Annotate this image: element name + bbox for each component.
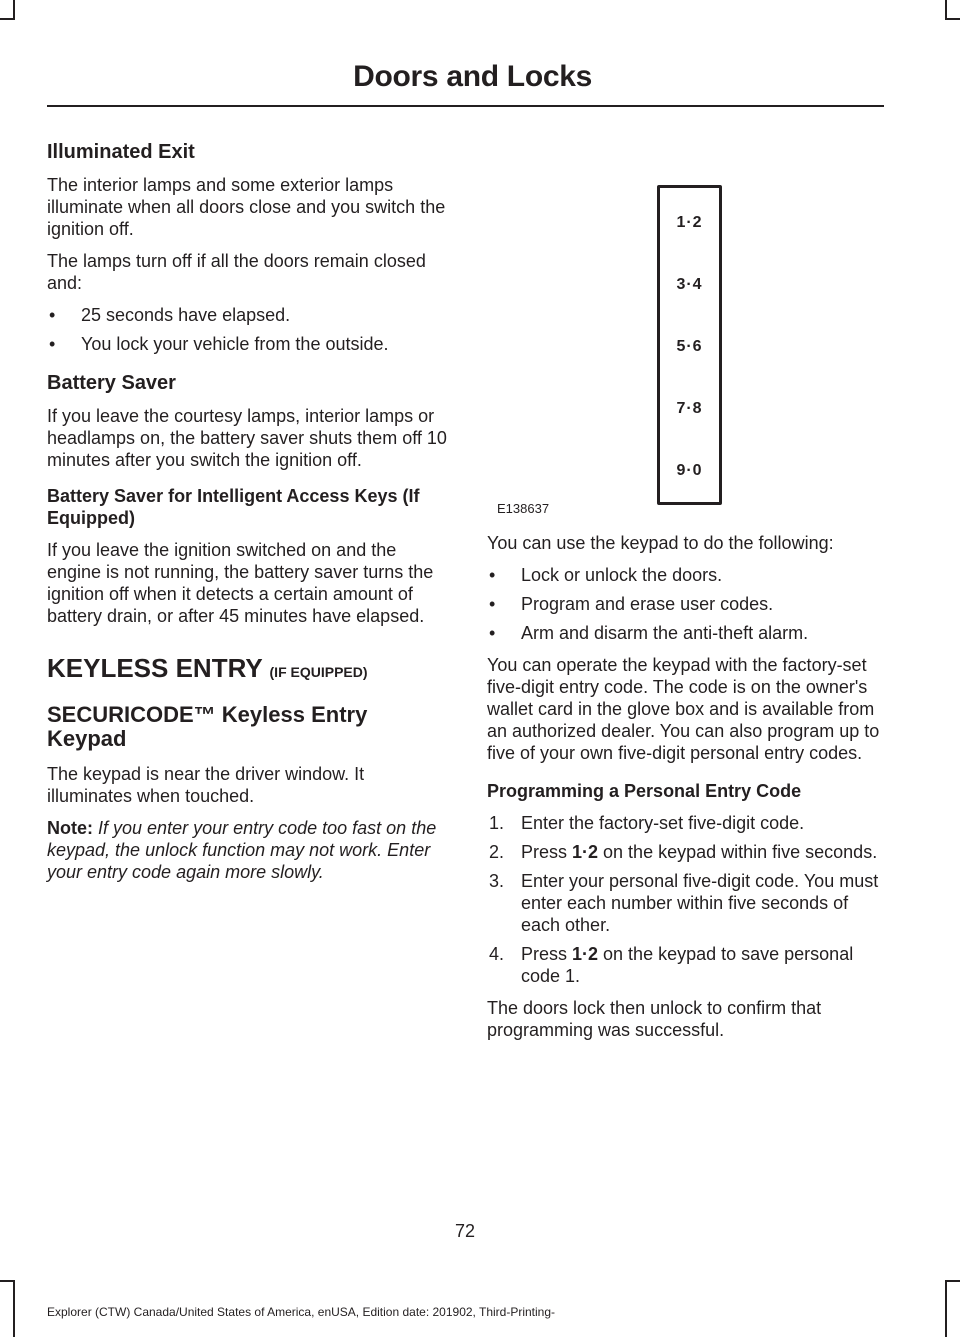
programming-heading: Programming a Personal Entry Code xyxy=(487,781,802,801)
note-label: Note: xyxy=(47,818,93,838)
figure-id: E138637 xyxy=(497,501,550,516)
right-column xyxy=(487,532,887,1051)
left-column xyxy=(47,140,447,893)
securicode-note xyxy=(47,817,447,883)
list-item: • You lock your vehicle from the outside. xyxy=(49,334,389,354)
list-item: • 25 seconds have elapsed. xyxy=(49,305,291,325)
page-number: 72 xyxy=(454,1221,476,1241)
keypad-key: 1·2 xyxy=(676,214,703,231)
header-rule xyxy=(47,105,884,107)
confirmation-paragraph: The doors lock then unlock to confirm that programming was successful. xyxy=(487,998,822,1040)
crop-mark xyxy=(13,0,15,20)
keypad-intro-paragraph: You can use the keypad to do the following: xyxy=(487,533,834,553)
programming-steps xyxy=(487,812,887,987)
keypad-key: 5·6 xyxy=(676,338,703,355)
keypad-key: 9·0 xyxy=(676,462,703,479)
factory-code-paragraph: You can operate the keypad with the factory-set five-digit entry code. The code is on the owner's wallet card in the glove box and is available from an authorized dealer. You can also program up to five of your own five-digit personal entry codes. xyxy=(487,655,880,763)
list-item: • Arm and disarm the anti-theft alarm. xyxy=(489,623,809,643)
illuminated-exit-list xyxy=(47,304,447,355)
crop-mark xyxy=(945,18,960,20)
list-item: 1. Enter the factory-set five-digit code. xyxy=(489,813,805,833)
securicode-paragraph: The keypad is near the driver window. It illuminates when touched. xyxy=(47,764,365,806)
keypad-key: 7·8 xyxy=(676,400,703,417)
crop-mark xyxy=(945,1280,947,1337)
crop-mark xyxy=(945,0,947,20)
list-item: • Lock or unlock the doors. xyxy=(489,565,723,585)
list-item: 2. Press 1·2 on the keypad within five seconds. xyxy=(489,842,878,862)
page-title: Doors and Locks xyxy=(353,60,592,93)
keypad-functions-list xyxy=(487,564,887,644)
keypad-figure xyxy=(497,183,737,523)
footer-text: Explorer (CTW) Canada/United States of America, enUSA, Edition date: 201902, Third-Printing- xyxy=(47,1305,556,1319)
battery-saver-iak-heading: Battery Saver for Intelligent Access Keys (If Equipped) xyxy=(47,486,420,528)
battery-saver-iak-paragraph: If you leave the ignition switched on and the engine is not running, the battery saver turns the ignition off when it detects a certain amount of battery drain, or after 45 minutes have elapsed. xyxy=(47,540,434,626)
keypad-illustration xyxy=(657,185,722,505)
note-text: If you enter your entry code too fast on the keypad, the unlock function may not work. Enter your entry code again more slowly. xyxy=(47,818,437,882)
crop-mark xyxy=(13,1280,15,1337)
list-item: 4. Press 1·2 on the keypad to save personal code 1. xyxy=(489,944,854,986)
keyless-entry-heading xyxy=(47,653,447,687)
battery-saver-heading: Battery Saver xyxy=(47,372,176,394)
crop-mark xyxy=(945,1280,960,1282)
illuminated-exit-paragraph: The lamps turn off if all the doors remain closed and: xyxy=(47,251,426,293)
securicode-heading: SECURICODE™ Keyless Entry Keypad xyxy=(47,702,368,751)
crop-mark xyxy=(0,1280,15,1282)
crop-mark xyxy=(0,18,15,20)
battery-saver-paragraph: If you leave the courtesy lamps, interior lamps or headlamps on, the battery saver shuts them off 10 minutes after you switch the ignition off. xyxy=(47,406,447,470)
keyless-entry-suffix: (IF EQUIPPED) xyxy=(269,664,368,680)
keyless-entry-title: KEYLESS ENTRY xyxy=(47,653,263,683)
keypad-key: 3·4 xyxy=(676,276,703,293)
illuminated-exit-heading: Illuminated Exit xyxy=(47,141,195,163)
list-item: • Program and erase user codes. xyxy=(489,594,774,614)
illuminated-exit-paragraph: The interior lamps and some exterior lamps illuminate when all doors close and you switch the ignition off. xyxy=(47,175,446,239)
list-item: 3. Enter your personal five-digit code. You must enter each number within five seconds of each other. xyxy=(489,871,879,935)
